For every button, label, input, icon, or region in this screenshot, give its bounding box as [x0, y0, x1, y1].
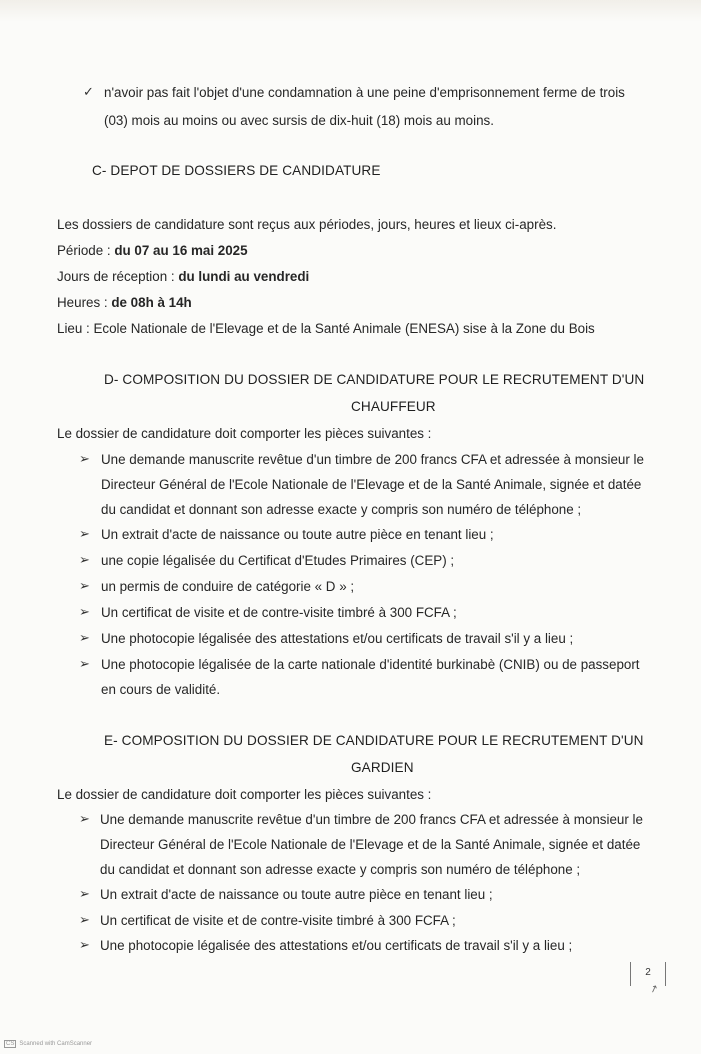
jours-label: Jours de réception :: [57, 269, 179, 284]
page-number: 2: [630, 962, 666, 986]
section-c-title: C- DEPOT DE DOSSIERS DE CANDIDATURE: [92, 163, 381, 178]
periode-line: [57, 242, 248, 260]
scanner-text: Scanned with CamScanner: [19, 1041, 93, 1047]
list-item: Une photocopie légalisée de la carte nationale d'identité burkinabè (CNIB) ou de passeport: [101, 657, 640, 672]
list-item: Une demande manuscrite revêtue d'un timbre de 200 francs CFA et adressée à monsieur le: [101, 452, 644, 467]
section-d-title-1: D- COMPOSITION DU DOSSIER DE CANDIDATURE POUR LE RECRUTEMENT D'UN: [104, 372, 645, 387]
arrow-bullet-icon: ➢: [79, 657, 90, 672]
list-item: du candidat et donnant son adresse exacte y compris son numéro de téléphone ;: [101, 502, 582, 517]
section-e-intro: Le dossier de candidature doit comporter les pièces suivantes :: [57, 787, 432, 802]
intro-line-1: n'avoir pas fait l'objet d'une condamnation à une peine d'emprisonnement ferme de trois: [104, 85, 625, 100]
check-mark-icon: ✓: [83, 85, 94, 100]
section-d-intro: Le dossier de candidature doit comporter les pièces suivantes :: [57, 426, 432, 441]
heures-value: de 08h à 14h: [111, 295, 192, 310]
scanner-watermark: [4, 1040, 92, 1048]
arrow-bullet-icon: ➢: [79, 812, 90, 827]
arrow-bullet-icon: ➢: [79, 553, 90, 568]
list-item: Un extrait d'acte de naissance ou toute autre pièce en tenant lieu ;: [101, 527, 494, 542]
jours-line: [57, 268, 309, 286]
section-d-title-2: CHAUFFEUR: [351, 399, 436, 414]
scanner-badge: CS: [6, 1041, 15, 1047]
section-c-intro: Les dossiers de candidature sont reçus aux périodes, jours, heures et lieux ci-après.: [57, 217, 557, 232]
section-e-title-1: E- COMPOSITION DU DOSSIER DE CANDIDATURE POUR LE RECRUTEMENT D'UN: [104, 733, 644, 748]
periode-value: du 07 au 16 mai 2025: [114, 243, 248, 258]
arrow-bullet-icon: ➢: [79, 527, 90, 542]
list-item: du candidat et donnant son adresse exacte y compris son numéro de téléphone ;: [100, 862, 581, 877]
list-item: Un certificat de visite et de contre-visite timbré à 300 FCFA ;: [100, 913, 456, 928]
jours-value: du lundi au vendredi: [178, 269, 310, 284]
list-item: Une demande manuscrite revêtue d'un timbre de 200 francs CFA et adressée à monsieur le: [100, 812, 643, 827]
list-item: une copie légalisée du Certificat d'Etudes Primaires (CEP) ;: [101, 553, 455, 568]
intro-line-2: (03) mois au moins ou avec sursis de dix-huit (18) mois au moins.: [104, 113, 494, 128]
periode-label: Période :: [57, 243, 115, 258]
list-item: Un extrait d'acte de naissance ou toute autre pièce en tenant lieu ;: [100, 887, 493, 902]
scan-shade: [0, 0, 701, 22]
list-item: un permis de conduire de catégorie « D » ;: [101, 579, 355, 594]
initials-mark: ↗: [648, 982, 661, 997]
list-item: Un certificat de visite et de contre-visite timbré à 300 FCFA ;: [101, 605, 457, 620]
arrow-bullet-icon: ➢: [79, 887, 90, 902]
arrow-bullet-icon: ➢: [79, 631, 90, 646]
lieu-line: Lieu : Ecole Nationale de l'Elevage et de la Santé Animale (ENESA) sise à la Zone du Bois: [57, 321, 595, 336]
list-item: Une photocopie légalisée des attestations et/ou certificats de travail s'il y a lieu ;: [100, 938, 573, 953]
list-item: Directeur Général de l'Ecole Nationale de l'Elevage et de la Santé Animale, signée et datée: [101, 477, 642, 492]
arrow-bullet-icon: ➢: [79, 913, 90, 928]
heures-label: Heures :: [57, 295, 112, 310]
list-item: en cours de validité.: [101, 682, 221, 697]
list-item: Une photocopie légalisée des attestations et/ou certificats de travail s'il y a lieu ;: [101, 631, 574, 646]
list-item: Directeur Général de l'Ecole Nationale de l'Elevage et de la Santé Animale, signée et datée: [100, 837, 641, 852]
arrow-bullet-icon: ➢: [79, 938, 90, 953]
section-e-title-2: GARDIEN: [351, 760, 414, 775]
arrow-bullet-icon: ➢: [79, 605, 90, 620]
heures-line: [57, 294, 192, 312]
arrow-bullet-icon: ➢: [79, 579, 90, 594]
arrow-bullet-icon: ➢: [79, 452, 90, 467]
